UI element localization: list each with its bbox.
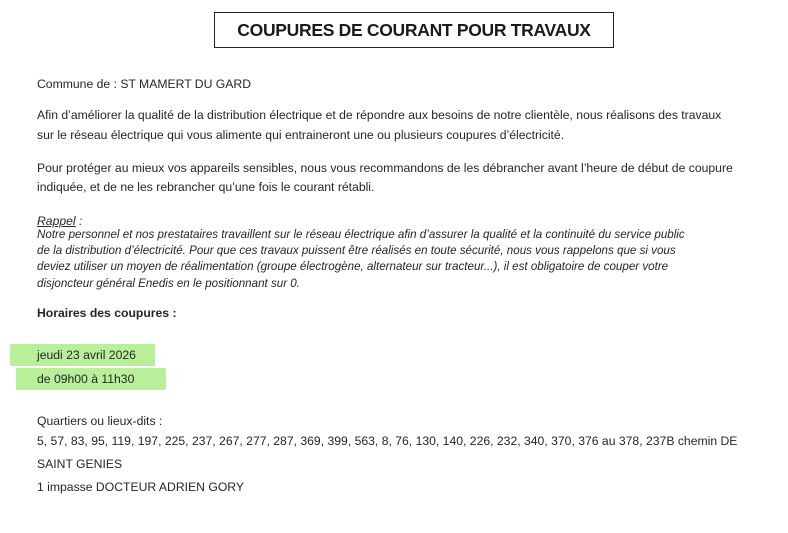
schedule-date: jeudi 23 avril 2026	[37, 348, 136, 362]
locations-line-3: 1 impasse DOCTEUR ADRIEN GORY	[37, 480, 245, 494]
title-box	[214, 12, 614, 48]
rappel-label: Rappel	[37, 214, 76, 228]
locations-heading: Quartiers ou lieux-dits :	[37, 414, 163, 428]
intro-line-2: sur le réseau électrique qui vous alimente qui entraineront une ou plusieurs coupures d’électricité.	[37, 128, 565, 142]
locations-line-2: SAINT GENIES	[37, 457, 123, 471]
locations-line-1: 5, 57, 83, 95, 119, 197, 225, 237, 267, 277, 287, 369, 399, 563, 8, 76, 130, 140, 226, 232, 340, 370, 376 au 378, 237B chemin DE	[37, 434, 738, 448]
rappel-line-4: disjoncteur général Enedis en le positionnant sur 0.	[37, 277, 300, 290]
rappel-line-3: deviez utiliser un moyen de réalimentation (groupe électrogène, alternateur sur tracteur...), il est obligatoire de couper votre	[37, 260, 669, 273]
commune-line: Commune de : ST MAMERT DU GARD	[37, 77, 252, 91]
rappel-line-2: de la distribution d’électricité. Pour que ces travaux puissent être réalisés en toute sécurité, nous vous rappelons que si vous	[37, 244, 676, 257]
schedule-time: de 09h00 à 11h30	[37, 372, 135, 386]
protection-line-1: Pour protéger au mieux vos appareils sensibles, nous vous recommandons de les débrancher avant l’heure de début de coupure	[37, 161, 733, 175]
rappel-label-suffix: :	[75, 214, 83, 228]
schedule-heading: Horaires des coupures :	[37, 306, 177, 320]
page-title: COUPURES DE COURANT POUR TRAVAUX	[237, 19, 591, 40]
intro-line-1: Afin d’améliorer la qualité de la distribution électrique et de répondre aux besoins de notre clientèle, nous réalisons des travaux	[37, 108, 722, 122]
rappel-line-1: Notre personnel et nos prestataires travaillent sur le réseau électrique afin d’assurer la qualité et la continuité du service public	[37, 228, 685, 241]
protection-line-2: indiquée, et de ne les rebrancher qu’une fois le courant rétabli.	[37, 180, 375, 194]
